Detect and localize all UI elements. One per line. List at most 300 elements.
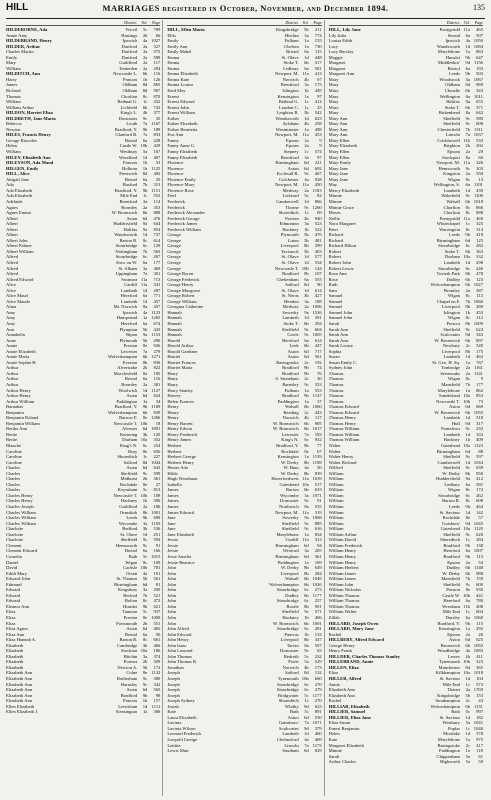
entry-vol: 6a: [142, 293, 148, 299]
entry-vol: 8e: [465, 587, 470, 593]
entry-name: George William: [167, 298, 197, 304]
entry-page: 534: [314, 259, 322, 265]
entry-vol: 1d: [142, 232, 148, 238]
entry-page: 836: [153, 359, 161, 365]
entry-vol: 6a: [142, 176, 148, 182]
column-headings: [167, 20, 321, 26]
entry-district: Kilkhampton: [435, 670, 460, 676]
entry-page: 262: [476, 492, 483, 498]
entry-district: W. Bromwich: [111, 210, 138, 216]
entry-vol: 8c: [465, 376, 470, 382]
entry-vol: 1a: [304, 398, 309, 404]
entry-page: 298: [476, 259, 483, 265]
entry-page: 1005: [312, 332, 322, 338]
entry-vol: 4b: [304, 415, 309, 421]
entry-page: 211: [314, 27, 322, 32]
entry-district: Chorlton: [443, 204, 460, 210]
entry-name: William: [6, 149, 21, 155]
entry-vol: 2b: [142, 476, 148, 482]
entry-page: 450: [314, 182, 322, 188]
entry-vol: 1c: [142, 99, 148, 105]
entry-name: Samuel: [328, 293, 343, 299]
entry-name: Sarah Ann: [328, 332, 348, 338]
entry-vol: 6a: [465, 93, 470, 99]
entry-district: Dudley: [446, 565, 460, 571]
entry-page: 123: [476, 276, 483, 282]
entry-name: Emily Mabel: [167, 49, 192, 55]
entry-page: 527: [153, 43, 161, 49]
entry-name: Florence: [167, 160, 184, 166]
entry-district: Prestwich: [119, 171, 138, 177]
entry-page: 1071: [312, 492, 322, 498]
entry-name: Charles William: [6, 509, 36, 515]
entry-page: 614: [314, 287, 322, 293]
entry-page: 1526: [312, 309, 322, 315]
entry-vol: 8a: [465, 154, 470, 160]
entry-page: 1151: [151, 187, 161, 193]
entry-name: Florence: [167, 171, 184, 177]
entry-vol: 8c: [142, 598, 148, 604]
entry-district: Wigan: [447, 176, 460, 182]
entry-page: 940: [314, 215, 322, 221]
entry-page: 509: [153, 659, 161, 665]
entry-district: Newton A.: [117, 664, 138, 670]
entry-district: Ledbury: [444, 481, 460, 487]
entry-page: 279: [153, 348, 161, 354]
entry-page: 132: [314, 670, 322, 676]
entry-page: 363: [476, 248, 483, 254]
entry-vol: 8e: [304, 448, 309, 454]
entry-page: 292: [476, 143, 483, 149]
entry-district: Sheffield: [281, 326, 299, 332]
entry-name: Sarah: [328, 320, 340, 326]
entry-name: Albert: [6, 226, 18, 232]
entry-district: Stepney: [283, 149, 299, 155]
entry-vol: 2c: [304, 359, 309, 365]
entry-name: Walter: [328, 448, 341, 454]
entry-name: Amy: [6, 315, 16, 321]
entry-vol: 9b: [465, 504, 470, 510]
entry-page: 1045: [473, 520, 483, 526]
entry-page: 115: [314, 49, 322, 55]
entry-vol: 6d: [304, 553, 309, 559]
entry-district: Hereford: [120, 320, 138, 326]
entry-name: William John: [328, 581, 354, 587]
entry-vol: 5b: [304, 248, 309, 254]
entry-page: 891: [314, 709, 322, 715]
entry-district: Sowerby: [282, 515, 299, 521]
entry-district: Kettering: [119, 431, 138, 437]
entry-page: 737: [153, 232, 161, 238]
entry-district: Stoke T.: [444, 104, 460, 110]
entry-name: Mary Emily: [328, 160, 351, 166]
entry-page: 469: [314, 737, 322, 742]
entry-page: 77: [317, 443, 322, 449]
entry-name: Annie: [6, 343, 18, 349]
entry-name: Josiah: [167, 703, 179, 709]
entry-name: Albert: [6, 215, 18, 221]
entry-district: Rotherham: [116, 675, 138, 681]
entry-page: 767: [476, 359, 483, 365]
entry-name: Thomas William: [328, 437, 360, 443]
entry-name: Harriet Frances: [167, 359, 196, 365]
entry-vol: 5a: [465, 720, 470, 726]
entry-page: 608: [476, 498, 483, 504]
entry-vol: 1b: [142, 698, 148, 704]
entry-page: 594: [153, 537, 161, 543]
entry-name: Annie Amy: [6, 32, 28, 38]
entry-name: George Robert: [167, 293, 195, 299]
entry-district: Aston: [126, 465, 138, 471]
entry-page: 269: [476, 304, 483, 310]
entry-page: 661: [153, 637, 161, 643]
entry-district: Hackney: [282, 226, 299, 232]
entry-district: Bootle: [286, 603, 299, 609]
entry-page: 1311: [473, 126, 483, 132]
entry-page: 182: [476, 714, 483, 720]
entry-vol: 1d: [304, 198, 309, 204]
entry-vol: 6b: [304, 343, 309, 349]
entry-name: William: [328, 470, 344, 476]
entry-page: 1037: [473, 132, 483, 138]
entry-name: Albert John: [6, 237, 28, 243]
entry-name: Harry Stanley: [167, 387, 193, 393]
entry-name: George: [167, 254, 181, 260]
entry-page: 284: [314, 570, 322, 576]
entry-page: 624: [476, 326, 483, 332]
entry-page: 553: [314, 276, 322, 282]
entry-vol: 6b: [304, 487, 309, 493]
entry-name: Ann: [6, 326, 14, 332]
entry-vol: 9c: [142, 681, 148, 687]
entry-vol: 9c: [304, 520, 309, 526]
entry-district: Bristol: [124, 631, 138, 637]
entry-page: 108: [153, 492, 161, 498]
entry-vol: 8c: [142, 237, 148, 243]
entry-vol: 8e: [142, 448, 148, 454]
entry-vol: 8e: [142, 614, 148, 620]
entry-vol: 5c: [304, 193, 309, 199]
entry-page: 166: [153, 548, 161, 554]
entry-district: Highworth: [440, 759, 460, 765]
entry-page: 1068: [312, 515, 322, 521]
entry-vol: 6a: [304, 49, 309, 55]
entry-page: 94: [317, 542, 322, 548]
entry-vol: 6d: [304, 542, 309, 548]
entry-page: 125: [476, 237, 483, 243]
entry-page: 82: [317, 193, 322, 199]
entry-page: 332: [476, 254, 483, 260]
entry-page: 429: [153, 143, 161, 149]
entry-district: Leek: [289, 343, 299, 349]
entry-name: Thomas William: [328, 426, 360, 432]
entry-vol: 1a: [304, 531, 309, 537]
entry-district: Wolverhampton: [269, 581, 299, 587]
entry-vol: 1d: [465, 714, 470, 720]
entry-district: Guisboro': [442, 520, 460, 526]
entry-page: 888: [153, 210, 161, 216]
entry-district: Paddington: [277, 398, 299, 404]
entry-district: Marylebone: [276, 531, 299, 537]
entry-page: 157: [153, 698, 161, 704]
entry-name: Peter: [328, 226, 339, 232]
entry-district: Cambridge: [116, 642, 138, 648]
entry-page: 50: [155, 631, 161, 637]
entry-district: Camberwell: [276, 198, 299, 204]
entry-page: 333: [476, 431, 483, 437]
entry-district: Woodford: [118, 154, 138, 160]
entry-page: 118: [476, 748, 483, 754]
entry-name: William Nicholas: [328, 587, 362, 593]
entry-name: Albert Palmer: [6, 243, 32, 249]
entry-district: Dartford: [121, 54, 138, 60]
entry-page: 173: [314, 664, 322, 670]
entry-name: Sarah Ann: [328, 337, 348, 343]
entry-district: Kensington: [116, 709, 138, 715]
entry-name: Mary Ann: [328, 115, 348, 121]
entry-name: Eliza: [6, 620, 16, 626]
entry-name: Alfred: [6, 271, 18, 277]
entry-name: John Edward: [167, 631, 192, 637]
entry-district: Nottingham: [115, 248, 138, 254]
entry-page: 533: [476, 137, 483, 143]
entry-vol: 6b: [304, 404, 309, 410]
entry-page: 117: [153, 60, 161, 66]
entry-vol: 6b: [465, 409, 470, 415]
entry-name: HILLIAR, Elizabeth: [328, 703, 370, 709]
entry-name: Ada Elizabeth: [6, 187, 33, 193]
entry-name: Hannah: [167, 332, 182, 338]
entry-page: 717: [314, 348, 322, 354]
entry-page: 113: [476, 553, 483, 559]
entry-vol: 4b: [304, 664, 309, 670]
entry-page: 656: [153, 448, 161, 454]
entry-district: Mortlake: [443, 731, 460, 737]
entry-vol: 9c: [465, 121, 470, 127]
entry-district: Doncaster: [118, 115, 138, 121]
entry-name: John: [167, 565, 177, 571]
entry-page: 273: [314, 587, 322, 593]
entry-page: 743: [153, 104, 161, 110]
entry-district: Medway: [282, 187, 299, 193]
entry-district: Basingstoke: [276, 359, 299, 365]
entry-district: Stourbridge: [115, 243, 138, 249]
entry-district: Tynemouth: [439, 659, 460, 665]
entry-name: Arthur Henry: [6, 387, 31, 393]
entry-district: Tavistock: [280, 248, 299, 254]
entry-name: Enid May: [167, 88, 186, 94]
entry-name: Samuel John: [328, 309, 353, 315]
entry-district: Mile End: [120, 193, 138, 199]
entry-vol: 1a: [304, 454, 309, 460]
entry-page: 1084: [473, 43, 483, 49]
entry-district: Glanford B.: [115, 132, 138, 138]
entry-district: Islington: [282, 88, 299, 94]
entry-name: Walter: [328, 443, 341, 449]
entry-vol: 6b: [304, 581, 309, 587]
entry-name: Thomas: [328, 393, 344, 399]
entry-district: Norwich: [282, 664, 299, 670]
page-heading: Page: [152, 20, 161, 25]
entry-page: 9: [480, 376, 483, 382]
entry-district: Bristol: [286, 49, 299, 55]
entry-district: Brentford: [280, 154, 299, 160]
entry-name: Jane: [167, 526, 176, 532]
entry-name: Walter Richard: [328, 459, 357, 465]
entry-vol: 5c: [142, 609, 148, 615]
entry-vol: 1d: [304, 254, 309, 260]
entry-district: Kensington: [277, 454, 299, 460]
entry-vol: 10b: [301, 675, 309, 681]
entry-district: Kensington: [277, 93, 299, 99]
entry-name: Mary Jane: [328, 165, 348, 171]
entry-page: 642: [476, 110, 483, 116]
entry-name: Mary Elizabeth: [328, 143, 358, 149]
entry-page: 317: [476, 420, 483, 426]
entry-district: Newcastle T.: [113, 420, 138, 426]
entry-page: 326: [476, 160, 483, 166]
entry-vol: 1a: [304, 43, 309, 49]
entry-district: Stourbridge: [276, 587, 299, 593]
entry-district: Birmingham: [275, 160, 299, 166]
entry-vol: 10b: [140, 565, 148, 571]
entry-vol: 9d: [304, 703, 309, 709]
entry-name: Bertha Ann: [6, 426, 28, 432]
entry-name: Frederick: [167, 198, 185, 204]
entry-district: Northwich: [279, 504, 299, 510]
entry-district: Tonbridge: [441, 365, 460, 371]
entry-name: Frederick George: [167, 215, 200, 221]
entry-vol: 1a: [142, 398, 148, 404]
entry-name: Emma: [167, 60, 180, 66]
entry-vol: 6d: [142, 626, 148, 632]
entry-district: Stourbridge: [438, 243, 460, 249]
entry-name: Florence Rose: [167, 187, 194, 193]
entry-page: 66: [155, 32, 161, 38]
entry-vol: 5b: [142, 576, 148, 582]
entry-page: 432: [153, 99, 161, 105]
entry-name: Alma: [6, 304, 17, 310]
entry-district: Plymouth: [280, 232, 299, 238]
entry-district: Stourbridge: [276, 687, 299, 693]
entry-district: Newport, M.: [275, 132, 299, 138]
entry-district: Huddersfield: [113, 221, 138, 227]
entry-page: 1083: [473, 648, 483, 654]
entry-vol: 6b: [465, 337, 470, 343]
entry-page: 669: [476, 404, 483, 410]
entry-district: Barton R.: [119, 237, 138, 243]
entry-page: 233: [476, 426, 483, 432]
entry-vol: 4a: [304, 737, 309, 742]
entry-vol: 8d: [304, 670, 309, 676]
entry-district: Newbury: [442, 343, 460, 349]
entry-district: Bradford, Y.: [437, 620, 460, 626]
entry-page: 91: [317, 498, 322, 504]
entry-name: Lettitia: [167, 742, 181, 748]
entry-district: Islington: [443, 309, 460, 315]
entry-vol: 9a: [304, 515, 309, 521]
entry-name: Jessie: [167, 542, 179, 548]
entry-vol: 5c: [304, 709, 309, 715]
entry-name: Agnes: [6, 204, 18, 210]
entry-vol: 3b: [142, 431, 148, 437]
entry-page: 1183: [312, 187, 322, 193]
entry-district: Durham: [122, 437, 138, 443]
entry-vol: 1d: [304, 259, 309, 265]
entry-district: Sowerby: [282, 309, 299, 315]
entry-district: Sheffield: [120, 537, 138, 543]
entry-page: 67: [317, 76, 322, 82]
entry-district: Hunslet: [123, 603, 138, 609]
entry-name: Ernest Edward: [167, 99, 195, 105]
entry-vol: 1a: [142, 709, 148, 715]
entry-vol: 7a: [304, 431, 309, 437]
entry-vol: 3a: [465, 76, 470, 82]
entry-name: Eliza Agnes: [6, 626, 29, 632]
entry-district: Ecclesall B.: [276, 171, 299, 177]
entry-page: 1132: [151, 670, 161, 676]
entry-page: 133: [314, 631, 322, 637]
entry-page: 620: [476, 531, 483, 537]
entry-page: 623: [314, 703, 322, 709]
entry-district: Shoreditch: [278, 210, 299, 216]
entry-name: Elizabeth Ann: [6, 692, 33, 698]
entry-name: Samuel: [328, 298, 343, 304]
entry-page: 26: [478, 631, 483, 637]
entry-vol: 9c: [304, 648, 309, 654]
entry-page: 1131: [473, 703, 483, 709]
entry-district: Chorlton: [443, 210, 460, 216]
entry-name: William: [6, 99, 21, 105]
entry-page: 169: [314, 559, 322, 565]
entry-name: Fanny Elizabeth: [167, 154, 198, 160]
entry-page: 589: [153, 54, 161, 60]
entry-vol: 6a: [465, 548, 470, 554]
entry-page: 521: [153, 592, 161, 598]
entry-name: Harry: [167, 382, 179, 387]
entry-name: Richard: [6, 88, 21, 94]
entry-vol: 9b: [142, 692, 148, 698]
entry-district: Leeds: [126, 515, 138, 521]
entry-vol: 1a: [465, 387, 470, 393]
entry-vol: 8a: [304, 642, 309, 648]
entry-vol: 6b: [304, 320, 309, 326]
entry-page: 1189: [151, 404, 161, 410]
entry-page: 839: [153, 409, 161, 415]
entry-page: 35: [155, 115, 161, 121]
entry-page: 30: [317, 376, 322, 382]
entry-vol: 8b: [465, 470, 470, 476]
entry-vol: 11b: [463, 603, 470, 609]
entry-district: Hitchin: [123, 653, 138, 659]
entry-vol: 8a: [465, 110, 470, 116]
entry-vol: 6b: [465, 248, 470, 254]
entry-name: Caroline: [6, 459, 22, 465]
entry-page: 563: [153, 248, 161, 254]
entry-vol: 8c: [142, 637, 148, 643]
entry-page: 553: [153, 193, 161, 199]
entry-vol: 6c: [304, 681, 309, 687]
entry-vol: 6c: [304, 437, 309, 443]
entry-vol: 9d: [465, 420, 470, 426]
entry-district: Guildford: [119, 60, 138, 66]
entry-district: Pontefract: [441, 426, 460, 432]
entry-name: John Isaac: [167, 642, 187, 648]
entry-vol: 9c: [142, 675, 148, 681]
entry-vol: 8d: [465, 664, 470, 670]
entry-vol: 2b: [465, 143, 470, 149]
entry-vol: 6a: [142, 376, 148, 382]
